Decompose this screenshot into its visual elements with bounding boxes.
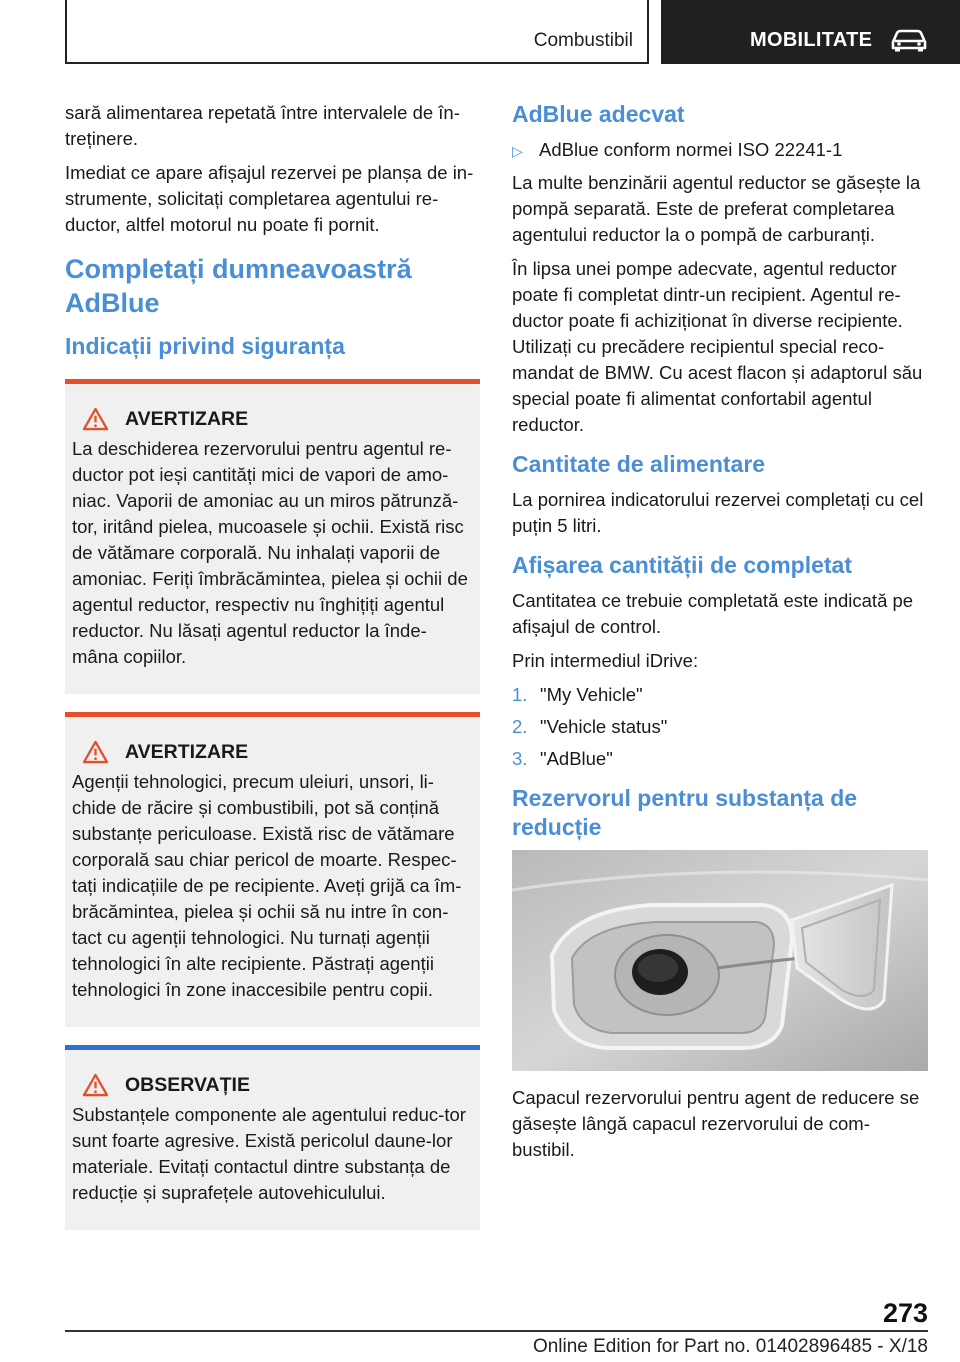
photo-caption: Capacul rezervorului pentru agent de reducere se găsește lângă capacul rezervorului de com-bustibil. [512,1087,920,1160]
standard-text: AdBlue conform normei ISO 22241-1 [539,139,843,160]
warning-title: AVERTIZARE [125,408,249,430]
left-column [65,100,480,1230]
section-title: Combustibil [533,30,633,51]
warning-text: La deschiderea rezervorului pentru agentul re-ductor pot ieși cantități mici de vapori de amo-niac. Vaporii de amoniac au un miros pătrunză-tor, iritând pielea, mucoasele și ochii. Există risc de vătămare corporală. Nu inhalați vaporii de amoniac. Feriți îmbrăcămintea, pielea și ochii de agentul reductor, respectiv nu înghițiți agentul reductor. Nu lăsați agentul reductor la înde-mâna copiilor. [72,438,468,667]
list-item [512,682,928,708]
list-item [512,746,928,772]
step-number: 1. [512,684,528,705]
edition-text: Online Edition for Part no. 01402896485 - X/18 [532,1336,928,1357]
warning-box-2 [65,712,480,1027]
step-label: "Vehicle status" [540,716,668,737]
quantity-paragraph: La pornirea indicatorului rezervei completați cu cel puțin 5 litri. [512,489,924,536]
idrive-paragraph: Prin intermediul iDrive: [512,650,699,671]
steps-list [512,682,928,772]
list-item [512,714,928,740]
step-label: "My Vehicle" [540,684,643,705]
triangle-right-icon: ▷ [512,143,523,159]
warning-triangle-icon [82,1073,109,1097]
warning-triangle-icon [82,740,109,764]
footer-divider [65,1330,928,1332]
header-section-tab [65,0,649,64]
note-title: OBSERVAȚIE [125,1074,250,1096]
warning-title: AVERTIZARE [125,741,249,763]
main-heading: Completați dumneavoastră AdBlue [65,254,412,318]
step-label: "AdBlue" [540,748,613,769]
note-text: Substanțele componente ale agentului reduc-tor sunt foarte agresive. Există pericolul daune-lor materiale. Evitați contactul dintre substanța de reducție și suprafețele autovehiculului. [72,1104,466,1203]
car-icon [889,28,929,52]
intro-paragraph-1: sară alimentarea repetată între intervalele de în-treținere. [65,102,460,149]
tank-heading: Rezervorul pentru substanța de reducție [512,785,858,840]
page-number: 273 [882,1298,928,1328]
pump-paragraph: La multe benzinării agentul reductor se găsește la pompă separată. Este de preferat completarea agentului reductor la o pompă de carburanți. [512,172,921,245]
container-paragraph: În lipsa unei pompe adecvate, agentul reductor poate fi completat dintr-un recipient. Agentul re-ductor poate fi achiziționat în diverse recipiente. Utilizați cu precădere recipientul special reco-mandat de BMW. Cu acest flacon și adaptorul său special poate fi alimentat confortabil agentul reductor. [512,258,923,435]
step-number: 2. [512,716,528,737]
header-chapter-tab [661,0,960,64]
display-heading: Afișarea cantității de completat [512,552,852,578]
intro-paragraph-2: Imediat ce apare afișajul rezervei pe planșa de in-strumente, solicitați completarea agentului re-ductor, altfel motorul nu poate fi pornit. [65,162,474,235]
right-column [512,100,928,1171]
warning-triangle-icon [82,407,109,431]
step-number: 3. [512,748,528,769]
safety-heading: Indicații privind siguranța [65,333,345,359]
adblue-filler-photo [512,850,928,1071]
standard-item [512,137,928,164]
display-paragraph: Cantitatea ce trebuie completată este indicată pe afișajul de control. [512,590,914,637]
warning-box-1 [65,379,480,694]
quantity-heading: Cantitate de alimentare [512,451,766,477]
warning-text: Agenții tehnologici, precum uleiuri, unsori, li-chide de răcire și combustibili, pot să conțină substanțe periculoase. Există risc de vătămare corporală sau chiar pericol de moarte. Respec-tați indicațiile de pe recipiente. Aveți grijă ca îm-brăcămintea, pielea și ochii să nu intre în con-tact cu agenții tehnologici. Nu turnați agenții tehnologici în alte recipiente. Păstrați agenții tehnologici în zone inaccesibile pentru copii. [72,771,462,1000]
chapter-title: MOBILITATE [750,29,873,51]
note-box [65,1045,480,1230]
adblue-heading: AdBlue adecvat [512,101,685,127]
